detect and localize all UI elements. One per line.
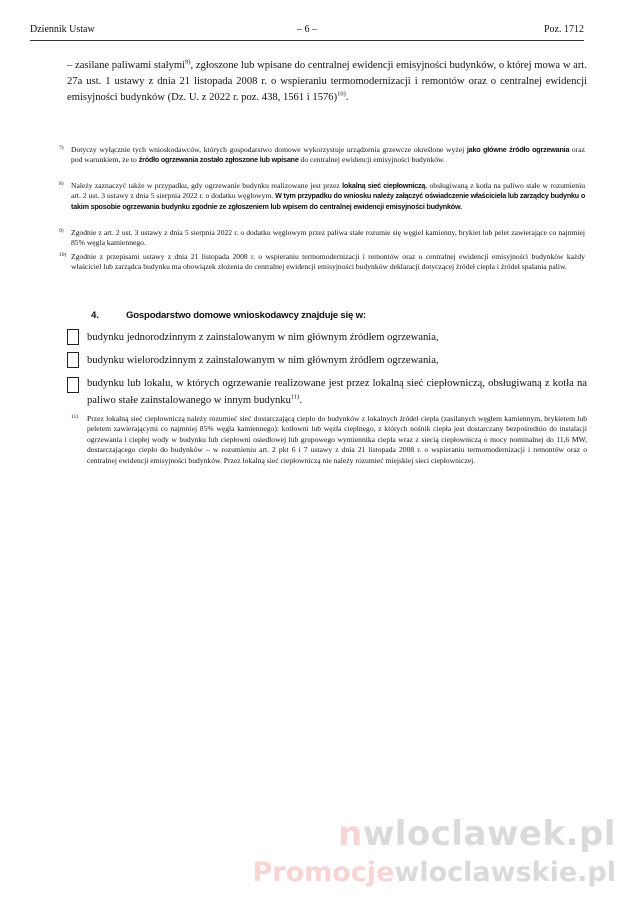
watermark-line1-accent: n [338, 814, 363, 854]
option-multi-family-label: budynku wielorodzinnym z zainstalowanym w nim głównym źródłem ogrzewania, [87, 355, 439, 366]
intro-text-a: – zasilane paliwami stałymi [67, 60, 186, 71]
footnote-7-text-a: Dotyczy wyłącznie tych wnioskodawców, których gospodarstwo domowe wykorzystuje urządzenia grzewcze określone wyżej [71, 145, 467, 154]
footnote-8-text-a: Należy zaznaczyć także w przypadku, gdy ogrzewanie budynku realizowane jest przez [71, 181, 343, 190]
option-local-heating-network [87, 375, 587, 409]
intro-text-c: . [345, 92, 349, 103]
section-4-title: Gospodarstwo domowe wnioskodawcy znajduje się w: [126, 310, 366, 321]
watermark-promocje [252, 857, 616, 888]
footnote-7-number: 7) [59, 145, 64, 151]
footnote-11-text: Przez lokalną sieć ciepłowniczą należy rozumieć sieć dostarczającą ciepło do budynków z lokalnych źródeł ciepła (zasilanych węglem kamiennym, brykietem lub peletem zawierającymi co najmniej 85% węgla kamiennego): kotłowni lub węzła cieplnego, z których nośnik ciepła jest dostarczany bezpośrednio do instalacji ogrzewania i ciepłej wody w budynku lub ciepłowni osiedlowej lub grupowego wymiennika ciepła wraz z siecią ciepłowniczą o mocy nominalnej do 11,6 MW, dostarczającego ciepło do budynków – w rozumieniu art. 2 pkt 6 i 7 ustawy z dnia 21 listopada 2008 r. o wspieraniu termomodernizacji i remontów oraz o centralnej ewidencji emisyjności budynków. Przez lokalną sieć ciepłowniczą nie należy rozumieć miejskiej sieci ciepłowniczej. [87, 414, 587, 465]
watermark-line2-accent: Promocje [252, 857, 395, 888]
footnote-8-text-b: , obsługiwaną z kotła na paliwo stałe w rozumieniu art. 2 ust. 3 ustawy z dnia 5 sierpnia 2022 r. o dodatku węglowym. [71, 181, 585, 201]
footnote-8-number: 8) [59, 181, 64, 187]
header-rule [30, 40, 584, 41]
position-number: Poz. 1712 [544, 24, 584, 35]
footnote-10 [59, 252, 585, 273]
checkbox-multi-family[interactable] [67, 352, 79, 368]
option-local-heating-network-end: . [299, 395, 302, 406]
section-4-number: 4. [91, 310, 100, 321]
footnote-7 [59, 145, 585, 166]
footnote-9-number: 9) [59, 228, 64, 234]
footnote-9-text: Zgodnie z art. 2 ust. 3 ustawy z dnia 5 sierpnia 2022 r. o dodatku węglowym przez paliwa stałe rozumie się węgiel kamienny, brykiet lub pelet zawierające co najmniej 85% węgla kamiennego. [71, 228, 585, 248]
option-single-family-label: budynku jednorodzinnym z zainstalowanym w nim głównym źródłem ogrzewania, [87, 332, 439, 343]
footnote-ref-9: 9) [185, 58, 191, 66]
option-local-heating-network-label: budynku lub lokalu, w których ogrzewanie realizowane jest przez lokalną sieć ciepłowniczą, obsługiwaną z kotła na paliwo stałe zainstalowanego w innym budynku [87, 378, 587, 406]
footnote-10-text: Zgodnie z przepisami ustawy z dnia 21 listopada 2008 r. o wspieraniu termomodernizacji i remontów oraz o centralnej ewidencji emisyjności budynków każdy właściciel lub zarządca budynku ma obowiązek złożenia do centralnej ewidencji emisyjności budynków deklaracji dotyczącej źródeł ciepła i źródeł spalania paliw. [71, 252, 585, 272]
watermark-line1-rest: wloclawek.pl [362, 814, 616, 854]
intro-paragraph [67, 58, 587, 106]
watermark-nwloclawek [338, 814, 616, 854]
watermark-line2-rest: wloclawskie.pl [394, 857, 616, 888]
footnote-10-number: 10) [59, 252, 67, 258]
footnote-11-number: 11) [71, 414, 79, 420]
footnote-8 [59, 181, 586, 212]
footnote-8-bold-b: W tym przypadku do wniosku należy załączyć oświadczenie właściciela lub zarządcy budynku o takim sposobie ogrzewania budynku zgodnie ze zgłoszeniem lub wpisem do centralnej ewidencji emisyjności budynków. [71, 191, 586, 211]
footnote-7-bold-b: źródło ogrzewania zostało zgłoszone lub wpisane [138, 155, 299, 165]
footnote-ref-11: 11) [290, 393, 300, 401]
footnote-7-text-b: oraz pod warunkiem, że to [71, 145, 585, 165]
checkbox-single-family[interactable] [67, 329, 79, 345]
intro-text-b: , zgłoszone lub wpisane do centralnej ewidencji emisyjności budynków, o której mowa w art. 27a ust. 1 ustawy z dnia 21 listopada 2008 r. o wspieraniu termomodernizacji i remontów oraz o centralnej ewidencji emisyjności budynków (Dz. U. z 2022 r. poz. 438, 1561 i 1576) [67, 60, 587, 103]
page-header [30, 24, 584, 40]
page-number: – 6 – [297, 24, 317, 35]
footnote-9 [59, 228, 585, 249]
footnote-7-text-c: do centralnej ewidencji emisyjności budynków. [298, 155, 445, 165]
footnote-8-bold-a: lokalną sieć ciepłowniczą [342, 181, 426, 190]
footnote-11 [71, 414, 587, 466]
journal-title: Dziennik Ustaw [30, 24, 95, 35]
checkbox-local-heating-network[interactable] [67, 377, 79, 393]
footnote-ref-10: 10) [337, 90, 346, 98]
footnote-7-bold-a: jako główne źródło ogrzewania [466, 145, 570, 154]
